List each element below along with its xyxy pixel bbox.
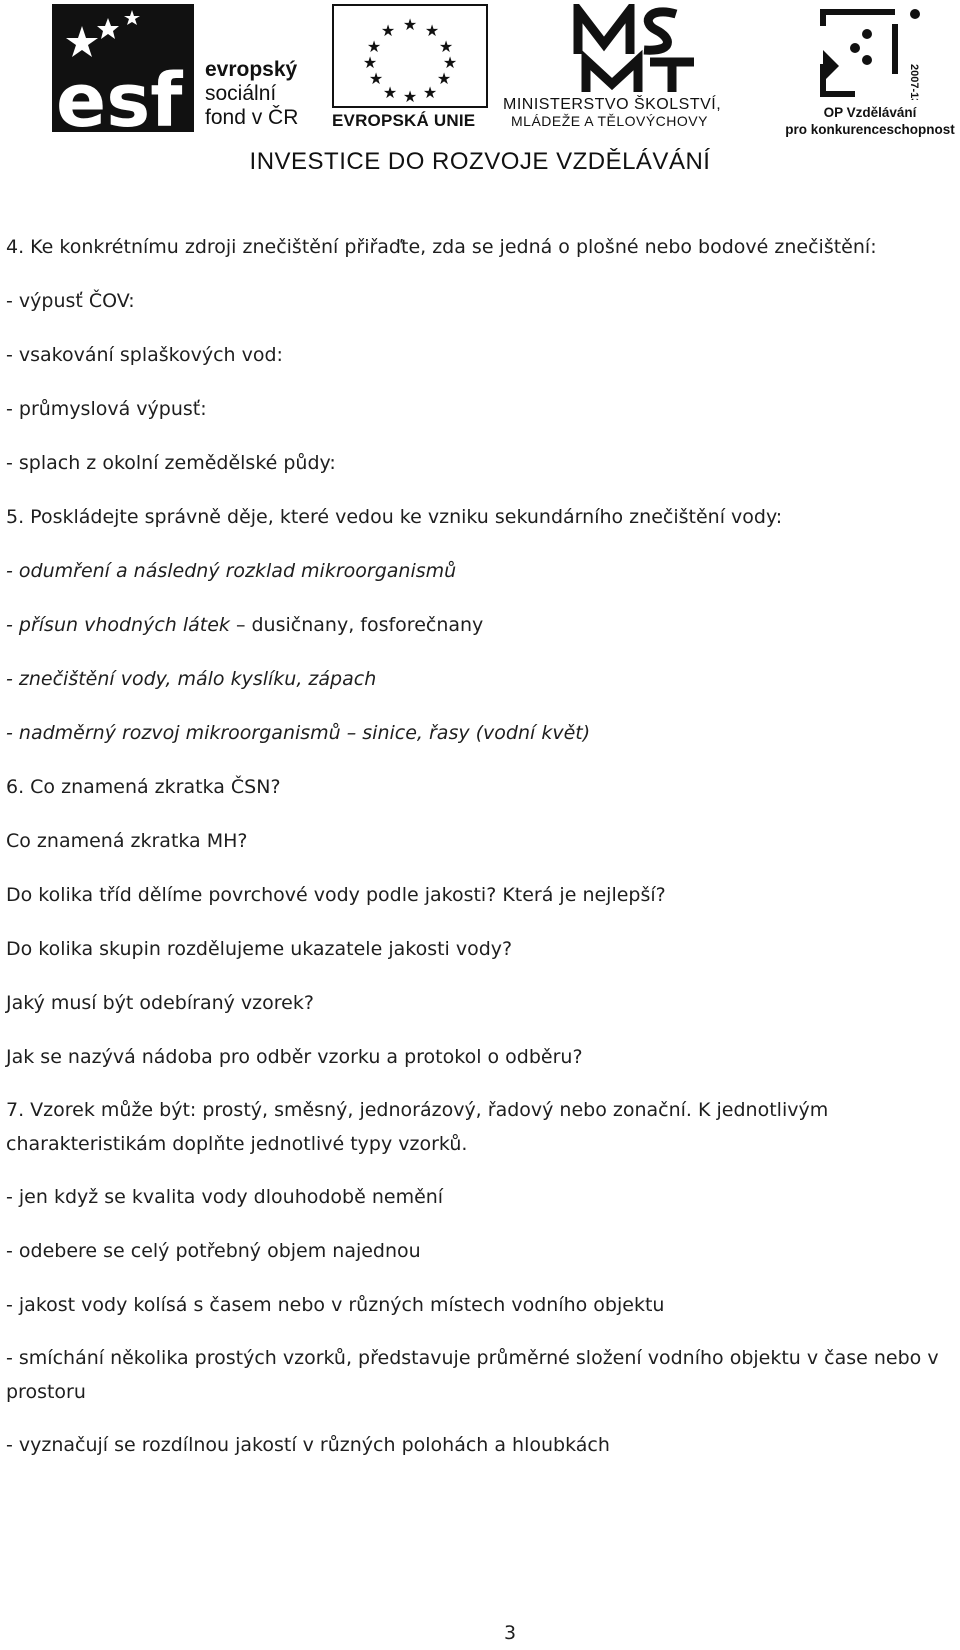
svg-text:★: ★: [382, 85, 398, 102]
q4-item: - výpusť ČOV:: [6, 290, 135, 312]
q4-title: 4. Ke konkrétnímu zdroji znečištění přiřaďte, zda se jedná o plošné nebo bodové znečištění:: [6, 236, 877, 258]
svg-text:★: ★: [362, 55, 378, 72]
svg-text:★: ★: [436, 71, 452, 88]
svg-text:★: ★: [424, 23, 440, 40]
esf-line-2: sociální: [205, 82, 277, 105]
q7-title: 7. Vzorek může být: prostý, směsný, jednorázový, řadový nebo zonační. K jednotlivým charakteristikám doplňte jednotlivé typy vzorků.: [6, 1099, 829, 1155]
q5-item: - odumření a následný rozklad mikroorganismů: [6, 560, 457, 582]
q5-item: - znečištění vody, málo kyslíku, zápach: [6, 668, 377, 690]
q4-item: - průmyslová výpusť:: [6, 398, 207, 420]
investice-banner: INVESTICE DO ROZVOJE VZDĚLÁVÁNÍ: [249, 148, 711, 175]
svg-text:★: ★: [442, 55, 458, 72]
svg-text:★: ★: [366, 39, 382, 56]
q7-item: - jen když se kvalita vody dlouhodobě nemění: [6, 1186, 444, 1208]
svg-text:★: ★: [438, 39, 454, 56]
op-logo-mark: [815, 4, 925, 100]
op-line-2: pro konkurenceschopnost: [785, 122, 955, 137]
msmt-line-1: MINISTERSTVO ŠKOLSTVÍ,: [503, 96, 722, 113]
esf-logo-mark: [52, 4, 194, 132]
eu-label: EVROPSKÁ UNIE: [332, 111, 476, 130]
q4-item: - splach z okolní zemědělské půdy:: [6, 452, 336, 474]
msmt-logo-mark: [570, 4, 700, 96]
q6-line: 6. Co znamená zkratka ČSN?: [6, 776, 281, 798]
msmt-line-2: MLÁDEŽE A TĚLOVÝCHOVY: [511, 113, 708, 129]
svg-text:★: ★: [422, 85, 438, 102]
q5-item-italic: - přísun vhodných látek: [6, 614, 230, 636]
op-line-1: OP Vzdělávání: [823, 105, 917, 120]
page-number: 3: [503, 1622, 517, 1644]
msmt-text: [503, 96, 721, 130]
op-years: 2007-13: [908, 64, 920, 100]
q7-item: - smíchání několika prostých vzorků, představuje průměrné složení vodního objektu v čase nebo v prostoru: [6, 1347, 939, 1403]
q5-item: - nadměrný rozvoj mikroorganismů – sinice, řasy (vodní květ): [6, 722, 591, 744]
op-text: [780, 104, 960, 138]
svg-text:★: ★: [380, 23, 396, 40]
q6-line: Do kolika skupin rozdělujeme ukazatele jakosti vody?: [6, 938, 513, 960]
svg-text:★: ★: [368, 71, 384, 88]
q5-item: [6, 614, 483, 636]
q6-line: Co znamená zkratka MH?: [6, 830, 248, 852]
q6-line: Jaký musí být odebíraný vzorek?: [6, 992, 314, 1014]
q6-line: Jak se nazývá nádoba pro odběr vzorku a protokol o odběru?: [6, 1046, 583, 1068]
svg-text:★: ★: [402, 89, 418, 106]
q5-item-rest: – dusičnany, fosforečnany: [229, 614, 484, 636]
esf-line-3: fond v ČR: [205, 106, 299, 129]
q7-item: - odebere se celý potřebný objem najednou: [6, 1240, 421, 1262]
svg-text:esf: esf: [56, 58, 183, 132]
q4-item: - vsakování splaškových vod:: [6, 344, 283, 366]
svg-text:★: ★: [402, 17, 418, 34]
eu-flag-logo: [332, 4, 488, 108]
q5-title: 5. Poskládejte správně děje, které vedou ke vzniku sekundárního znečištění vody:: [6, 506, 783, 528]
logo-header: [0, 0, 960, 195]
q6-line: Do kolika tříd dělíme povrchové vody podle jakosti? Která je nejlepší?: [6, 884, 666, 906]
esf-line-1: evropský: [205, 58, 298, 81]
esf-wordmark: [205, 58, 298, 130]
q7-item: - vyznačují se rozdílnou jakostí v různých polohách a hloubkách: [6, 1434, 610, 1456]
q7-item: - jakost vody kolísá s časem nebo v různých místech vodního objektu: [6, 1294, 665, 1316]
